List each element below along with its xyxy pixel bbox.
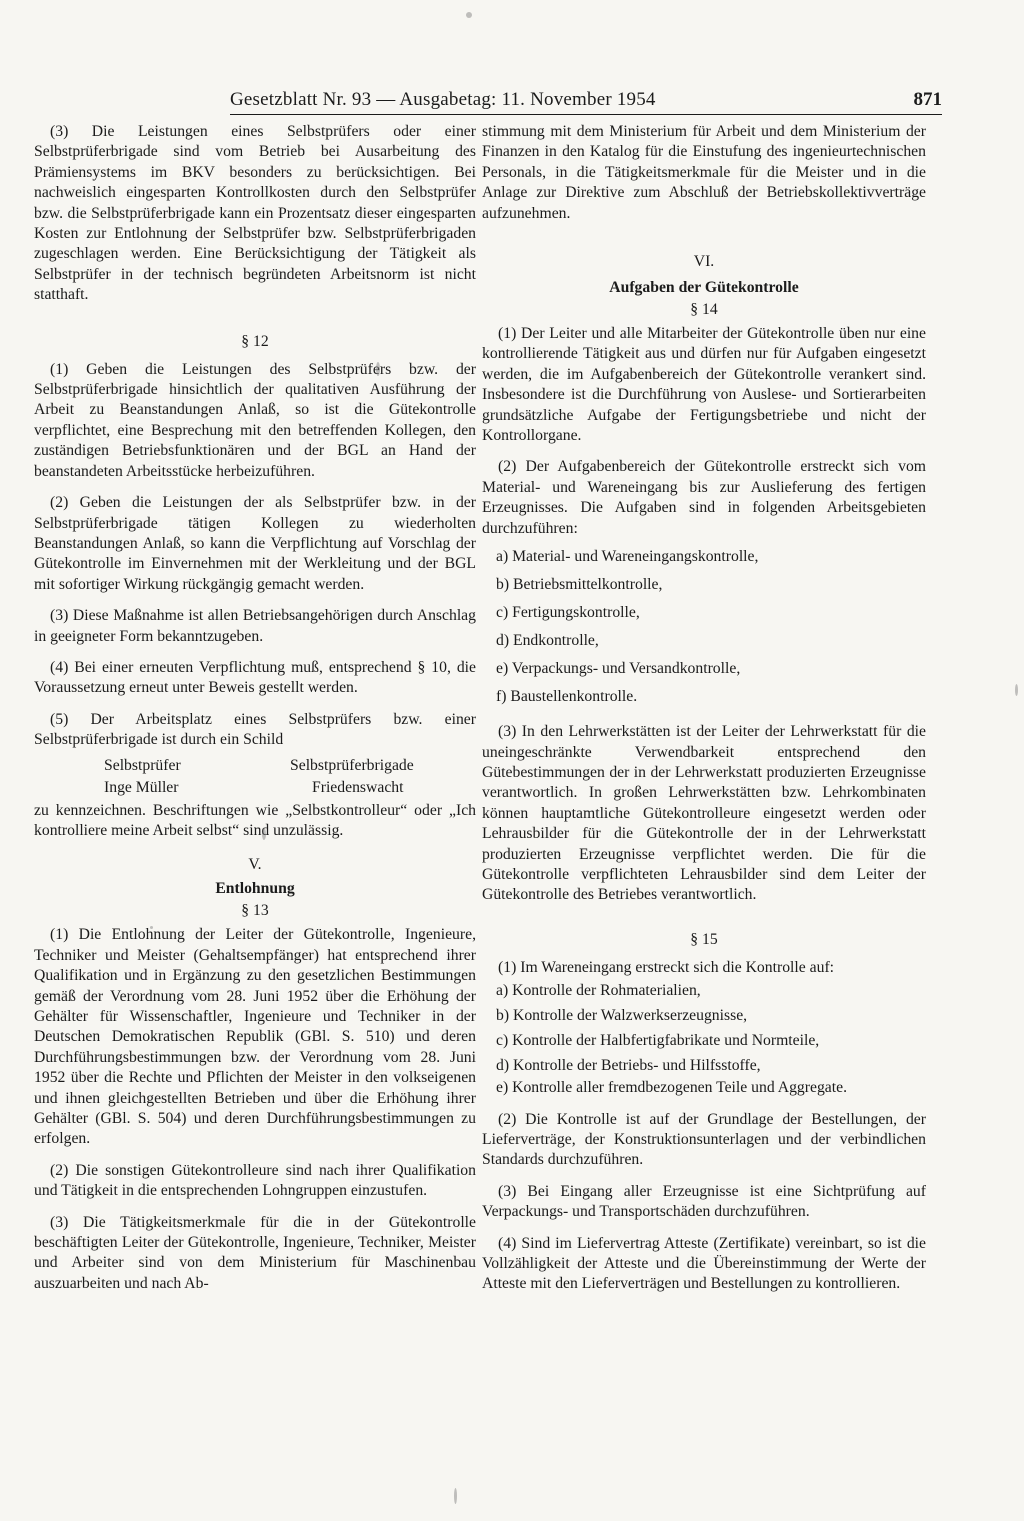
scan-speck xyxy=(150,926,153,929)
section-14-heading: § 14 xyxy=(690,301,718,319)
section-15-heading: § 15 xyxy=(690,930,718,948)
sign-label-selbstpruefer: Selbstprüfer xyxy=(104,756,181,774)
paragraph-13-3-continuation: stimmung mit dem Ministerium für Arbeit und dem Ministerium der Finanzen in den Katalog für die Einstufung des ingenieurtechnischen Personals, in die Tätigkeitsmerkmale für die Meister und in die Anlage zur Direktive zum Abschluß der Betriebskollektivverträge aufzunehmen. xyxy=(482,123,926,222)
paragraph-12-3: (3) Diese Maßnahme ist allen Betriebsangehörigen durch Anschlag in geeigneter Form bekanntzugeben. xyxy=(34,607,476,645)
paragraph-13-2: (2) Die sonstigen Gütekontrolleure sind nach ihrer Qualifikation und Tätigkeit in die entsprechenden Lohngruppen einzustufen. xyxy=(34,1161,476,1200)
header-title: Gesetzblatt Nr. 93 — Ausgabetag: 11. November 1954 xyxy=(230,89,656,110)
scan-speck xyxy=(466,12,472,18)
scan-speck xyxy=(376,362,380,376)
list-item: e) Verpackungs- und Versandkontrolle, xyxy=(496,660,741,678)
left-column xyxy=(34,122,476,1294)
sign-name-brigade: Friedenswacht xyxy=(312,778,404,796)
paragraph-14-1: (1) Der Leiter und alle Mitarbeiter der Gütekontrolle üben nur eine kontrollierende Tätigkeit aus und dürfen nur für Aufgaben eingesetzt werden, die im Aufgabenbereich der Gütekontrolle verankert sind. Insbesondere ist die Durchführung von Auslese- und Sortierarbeiten grundsätzliche Aufgabe der Fertigungsbetriebe und nicht der Kontrollorgane. xyxy=(482,325,926,445)
paragraph-14-3: (3) In den Lehrwerkstätten ist der Leiter der Lehrwerkstatt für die uneingeschränkte Verwendbarkeit entsprechend den Gütebestimmungen der in der Lehrwerkstatt produzierten Erzeugnisse verantwortlich. In großen Lehrwerkstätten bzw. Lehrkombinaten können hauptamtliche Gütekontrolleure eingesetzt werden oder Lehrausbilder für die Gütekontrolle der in der Lehrwerkstatt produzierten Erzeugnisse verpflichtet werden. Die für die Gütekontrolle verpflichteten Lehrausbilder sind dem Leiter der Gütekontrolle des Betriebes verantwortlich. xyxy=(482,723,926,904)
sign-label-brigade: Selbstprüferbrigade xyxy=(290,756,414,774)
paragraph-15-4: (4) Sind im Liefervertrag Atteste (Zertifikate) vereinbart, so ist die Vollzähligkeit der Atteste und die Übereinstimmung der Werte der Atteste mit den Lieferverträgen und Bestellungen zu kontrollieren. xyxy=(482,1234,926,1293)
sign-example-row-2 xyxy=(34,777,476,799)
list-item: d) Kontrolle der Betriebs- und Hilfsstoffe, xyxy=(496,1057,761,1075)
list-15-inspection-items xyxy=(482,978,926,1098)
list-14-work-areas xyxy=(482,543,926,711)
paragraph-12-4: (4) Bei einer erneuten Verpflichtung muß, entsprechend § 10, die Voraussetzung erneut unter Beweis gestellt werden. xyxy=(34,658,476,697)
scan-speck xyxy=(1015,684,1018,696)
page-number: 871 xyxy=(913,89,942,110)
section-13-heading: § 13 xyxy=(241,902,269,920)
paragraph-12-1: (1) Geben die Leistungen des Selbstprüfers bzw. der Selbstprüferbrigade hinsichtlich der qualitativen Ausführung der Arbeit zu Beanstandungen Anlaß, so ist die Gütekontrolle verpflichtet, eine Besprechung mit den betreffenden Kollegen, den zuständigen Betriebsfunktionären und der BGL an Hand der beanstandeten Arbeitsstücke herbeizuführen. xyxy=(34,360,476,480)
paragraph-13-3: (3) Die Tätigkeitsmerkmale für die in der Gütekontrolle beschäftigten Leiter der Gütekontrolle, Ingenieure, Techniker, Meister und Arbeiter sind von dem Ministerium für Maschinenbau auszuarbeiten und nach Ab- xyxy=(34,1213,476,1292)
paragraph-13-1: (1) Die Entlohnung der Leiter der Gütekontrolle, Ingenieure, Techniker und Meister (Gehaltsempfänger) hat entsprechend ihrer Qualifikation und in Ergänzung zu den gesetzlichen Bestimmungen gemäß der Verordnung vom 28. Juni 1952 über die Erhöhung der Gehälter für Wissenschaftler, Ingenieure und Techniker in der Deutschen Demokratischen Republik (GBl. S. 510) und deren Durchführungsbestimmungen bzw. der Verordnung vom 28. Juni 1952 über die Rechte und Pflichten der Meister in den volkseigenen und ihnen gleichgestellten Betrieben und über die Erhöhung ihrer Gehälter (GBl. S. 504) und deren Durchführungsbestimmungen zu erfolgen. xyxy=(34,926,476,1148)
list-item: a) Material- und Wareneingangskontrolle, xyxy=(496,548,759,566)
list-item: b) Betriebsmittelkontrolle, xyxy=(496,576,663,594)
list-item: b) Kontrolle der Walzwerkserzeugnisse, xyxy=(496,1007,748,1025)
list-item: c) Kontrolle der Halbfertigfabrikate und Normteile, xyxy=(496,1032,820,1050)
paragraph-15-2: (2) Die Kontrolle ist auf der Grundlage der Bestellungen, der Lieferverträge, der Konstruktionsunterlagen und der verbindlichen Standards durchzuführen. xyxy=(482,1110,926,1169)
part-v-number: V. xyxy=(248,856,262,874)
scan-speck xyxy=(262,828,266,840)
section-12-heading: § 12 xyxy=(241,332,269,350)
list-item: c) Fertigungskontrolle, xyxy=(496,604,640,622)
part-vi-number: VI. xyxy=(693,253,715,271)
part-vi-title: Aufgaben der Gütekontrolle xyxy=(609,279,799,297)
list-item: a) Kontrolle der Rohmaterialien, xyxy=(496,982,701,1000)
paragraph-14-2: (2) Der Aufgabenbereich der Gütekontrolle erstreckt sich vom Material- und Wareneingang bis zur Auslieferung des fertigen Erzeugnisses. Die Aufgaben sind in folgenden Arbeitsgebieten durchzuführen: xyxy=(482,458,926,537)
sign-example-row-1 xyxy=(34,755,476,777)
scan-speck xyxy=(454,1488,457,1504)
paragraph-12-2: (2) Geben die Leistungen der als Selbstprüfer bzw. in der Selbstprüferbrigade tätigen Kollegen zu wiederholten Beanstandungen Anlaß, so kann die Verpflichtung auf Vorschlag der Gütekontrolle im Einvernehmen mit der Werkleitung und der BGL mit sofortiger Wirkung rückgängig gemacht werden. xyxy=(34,494,476,593)
paragraph-11-3: (3) Die Leistungen eines Selbstprüfers oder einer Selbstprüferbrigade sind vom Betrieb bei Ausarbeitung des Prämiensystems im BKV besonders zu berücksichtigen. Bei nachweislich eingesparten Kontrollkosten durch den Selbstprüfer bzw. die Selbstprüferbrigade kann ein Prozentsatz dieser eingesparten Kosten zur Entlohnung der Selbstprüfer bzw. Selbstprüferbrigaden zugeschlagen werden. Eine Berücksichtigung der Tätigkeit als Selbstprüfer in der technisch begründeten Arbeitsnorm ist nicht statthaft. xyxy=(34,123,476,304)
paragraph-12-5: (5) Der Arbeitsplatz eines Selbstprüfers bzw. einer Selbstprüferbrigade ist durch ein Schild xyxy=(34,710,476,749)
right-column xyxy=(482,122,926,1295)
page-header xyxy=(230,88,942,115)
paragraph-12-5-continuation: zu kennzeichnen. Beschriftungen wie „Selbstkontrolleur“ oder „Ich kontrolliere meine Arbeit selbst“ sind unzulässig. xyxy=(34,801,476,839)
part-v-title: Entlohnung xyxy=(215,880,295,898)
paragraph-15-1: (1) Im Wareneingang erstreckt sich die Kontrolle auf: xyxy=(498,958,835,976)
paragraph-15-3: (3) Bei Eingang aller Erzeugnisse ist eine Sichtprüfung auf Verpackungs- und Transportschäden durchzuführen. xyxy=(482,1182,926,1221)
list-item: e) Kontrolle aller fremdbezogenen Teile und Aggregate. xyxy=(496,1079,847,1097)
list-item: d) Endkontrolle, xyxy=(496,632,599,650)
list-item: f) Baustellenkontrolle. xyxy=(496,688,638,706)
sign-name-person: Inge Müller xyxy=(104,778,179,796)
